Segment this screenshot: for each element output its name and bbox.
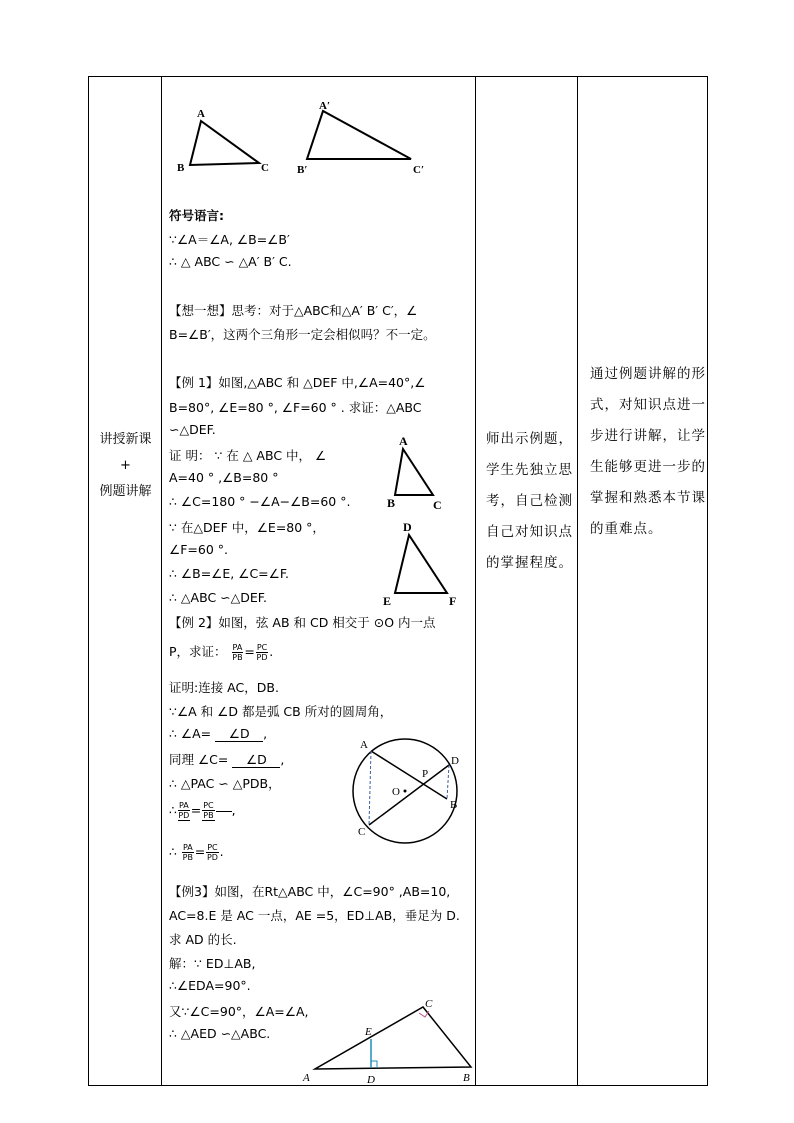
example2-prompt: P，求证： bbox=[169, 644, 227, 659]
numerator: PA bbox=[178, 801, 189, 810]
example3-line-4: 解：∵ ED⊥AB, bbox=[169, 956, 256, 971]
example1-line-5: A=40 ° ,∠B=80 ° bbox=[169, 470, 279, 485]
chord-cd bbox=[369, 765, 449, 825]
center-point bbox=[404, 790, 407, 793]
denominator: PB bbox=[182, 853, 193, 862]
segment-ac bbox=[369, 751, 371, 825]
example2-line-3: 证明:连接 AC，DB. bbox=[169, 680, 279, 695]
label-a: A bbox=[303, 1072, 310, 1084]
triangle-abc-ex1 bbox=[395, 449, 433, 495]
example1-line-6: ∴ ∠C=180 ° −∠A−∠B=60 °. bbox=[169, 494, 351, 509]
numerator: PA bbox=[232, 643, 243, 652]
numerator: PC bbox=[207, 843, 218, 852]
example1-figure bbox=[383, 433, 475, 608]
label-d: D bbox=[403, 520, 412, 534]
teacher-activity-text: 师出示例题，学生先独立思考，自己检测自己对知识点的掌握程度。 bbox=[486, 431, 573, 571]
label-b: B bbox=[450, 799, 458, 811]
label-f: F bbox=[449, 594, 457, 608]
example1-line-8: ∠F=60 °. bbox=[169, 542, 228, 557]
fraction-pa-pb bbox=[232, 643, 244, 662]
example2-line-7: ∴ △PAC ∽ △PDB， bbox=[169, 776, 281, 791]
example2-line-8: ∴ $\frac{PA}{PD}$ = $\frac{PC}{PB}$ , bbox=[169, 801, 236, 820]
example3-line-2: AC=8.E 是 AC 一点，AE =5，ED⊥AB，垂足为 D. bbox=[169, 908, 460, 923]
blank-answer: ∠D bbox=[232, 752, 280, 768]
blank-answer: ∠D bbox=[215, 726, 263, 742]
example1-line-1: 【例 1】如图,△ABC 和 △DEF 中,∠A=40°,∠ bbox=[169, 375, 426, 390]
example2-line-6: 同理 ∠C= ∠D , bbox=[169, 752, 285, 767]
denominator: PB bbox=[203, 811, 214, 820]
fraction-pa-pd bbox=[178, 801, 190, 821]
label-b: B bbox=[387, 496, 396, 510]
label-c: C bbox=[261, 162, 269, 174]
think-line-2: B=∠B′，这两个三角形一定会相似吗？不一定。 bbox=[169, 327, 436, 342]
example1-line-7: ∵ 在△DEF 中，∠E=80 °， bbox=[169, 520, 325, 535]
design-purpose-cell bbox=[582, 77, 709, 1085]
example1-line-3: ∽△DEF. bbox=[169, 422, 216, 437]
stage-line-3: 例题讲解 bbox=[99, 484, 152, 499]
label-c: C bbox=[358, 826, 366, 838]
example1-line-9: ∴ ∠B=∠E, ∠C=∠F. bbox=[169, 566, 290, 581]
label-a: A bbox=[197, 108, 205, 120]
example3-line-7: ∴ △AED ∽△ABC. bbox=[169, 1026, 271, 1041]
denominator: PB bbox=[232, 653, 243, 662]
think-line-1: 【想一想】思考：对于△ABC和△A′ B′ C′，∠ bbox=[169, 303, 418, 318]
label-a: A bbox=[360, 739, 368, 751]
right-angle-mark-d bbox=[371, 1061, 377, 1068]
example3-line-5: ∴∠EDA=90°. bbox=[169, 978, 251, 993]
triangle-a2b2c2 bbox=[307, 111, 411, 159]
example1-line-4: 证 明： ∵ 在 △ ABC 中， ∠ bbox=[169, 448, 327, 463]
example1-line-10: ∴ △ABC ∽△DEF. bbox=[169, 590, 267, 605]
example3-line-1: 【例3】如图，在Rt△ABC 中，∠C=90° ,AB=10, bbox=[169, 884, 451, 899]
therefore-symbol: ∴ bbox=[169, 802, 177, 818]
example2-line-9: ∴ $\frac{PA}{PB}$ = $\frac{PC}{PD}$ . bbox=[169, 843, 224, 862]
numerator: PC bbox=[256, 643, 268, 652]
label-o: O bbox=[392, 786, 400, 798]
label-d: D bbox=[367, 1074, 375, 1086]
label-p: P bbox=[422, 768, 429, 780]
label-a: A bbox=[399, 434, 408, 448]
example2-line-5: ∴ ∠A= ∠D , bbox=[169, 726, 268, 741]
denominator: PD bbox=[206, 853, 218, 862]
label-b: B bbox=[463, 1072, 470, 1084]
label-c: C bbox=[433, 498, 442, 512]
numerator: PC bbox=[203, 801, 214, 810]
numerator: PA bbox=[182, 843, 193, 852]
stage-label bbox=[89, 427, 162, 505]
example2-line-2: P，求证： $\frac{PA}{PB}$ = $\frac{PC}{PD}$ . bbox=[169, 643, 274, 662]
fraction-pa-pb-2 bbox=[182, 843, 194, 862]
stage-line-1: 讲授新课 bbox=[99, 432, 152, 447]
blank-line bbox=[216, 811, 232, 812]
label-a-prime: A′ bbox=[319, 100, 331, 112]
triangle-abc bbox=[190, 121, 259, 165]
similar-triangles-figure bbox=[173, 99, 453, 181]
fraction-pc-pb bbox=[202, 801, 214, 821]
therefore-symbol: ∴ bbox=[169, 844, 177, 859]
example2-line-1: 【例 2】如图，弦 AB 和 CD 相交于 ⊙O 内一点 bbox=[169, 615, 436, 630]
label-b: B bbox=[177, 162, 185, 174]
label-b-prime: B′ bbox=[297, 164, 308, 176]
lesson-table bbox=[88, 76, 708, 1086]
triangle-abc-ex3 bbox=[315, 1007, 471, 1069]
triangle-def bbox=[395, 535, 447, 593]
example2-circle-figure bbox=[339, 735, 471, 847]
fraction-pc-pd-2 bbox=[206, 843, 218, 862]
label-d: D bbox=[451, 755, 459, 767]
symbol-line-1: ∵∠A＝∠A, ∠B=∠B′ bbox=[169, 232, 290, 247]
example2-line-6-text: 同理 ∠C= bbox=[169, 752, 229, 767]
teacher-activity-cell bbox=[478, 77, 580, 1085]
stage-line-2: + bbox=[120, 458, 131, 473]
stage-cell bbox=[89, 77, 162, 1085]
label-e: E bbox=[365, 1026, 372, 1038]
denominator: PD bbox=[256, 653, 268, 662]
fraction-pc-pd bbox=[256, 643, 268, 662]
content-cell bbox=[163, 77, 476, 1085]
example3-triangle-figure bbox=[303, 997, 473, 1087]
label-e: E bbox=[383, 594, 392, 608]
denominator: PD bbox=[178, 811, 190, 820]
symbol-line-2: ∴ △ ABC ∽ △A′ B′ C. bbox=[169, 254, 292, 269]
example3-line-6: 又∵∠C=90°，∠A=∠A, bbox=[169, 1004, 309, 1019]
design-purpose-text: 通过例题讲解的形式，对知识点进一步进行讲解，让学生能够更进一步的掌握和熟悉本节课的重难点。 bbox=[590, 366, 706, 537]
example3-line-3: 求 AD 的长. bbox=[169, 932, 237, 947]
example1-line-2: B=80°, ∠E=80 °, ∠F=60 ° . 求证：△ABC bbox=[169, 400, 422, 415]
label-c: C bbox=[425, 998, 433, 1010]
example2-line-4: ∵∠A 和 ∠D 都是弧 CB 所对的圆周角， bbox=[169, 704, 393, 719]
label-c-prime: C′ bbox=[413, 164, 425, 176]
example2-line-5-text: ∴ ∠A= bbox=[169, 726, 212, 741]
segment-db bbox=[447, 765, 449, 799]
symbol-language-title: 符号语言: bbox=[169, 208, 224, 223]
